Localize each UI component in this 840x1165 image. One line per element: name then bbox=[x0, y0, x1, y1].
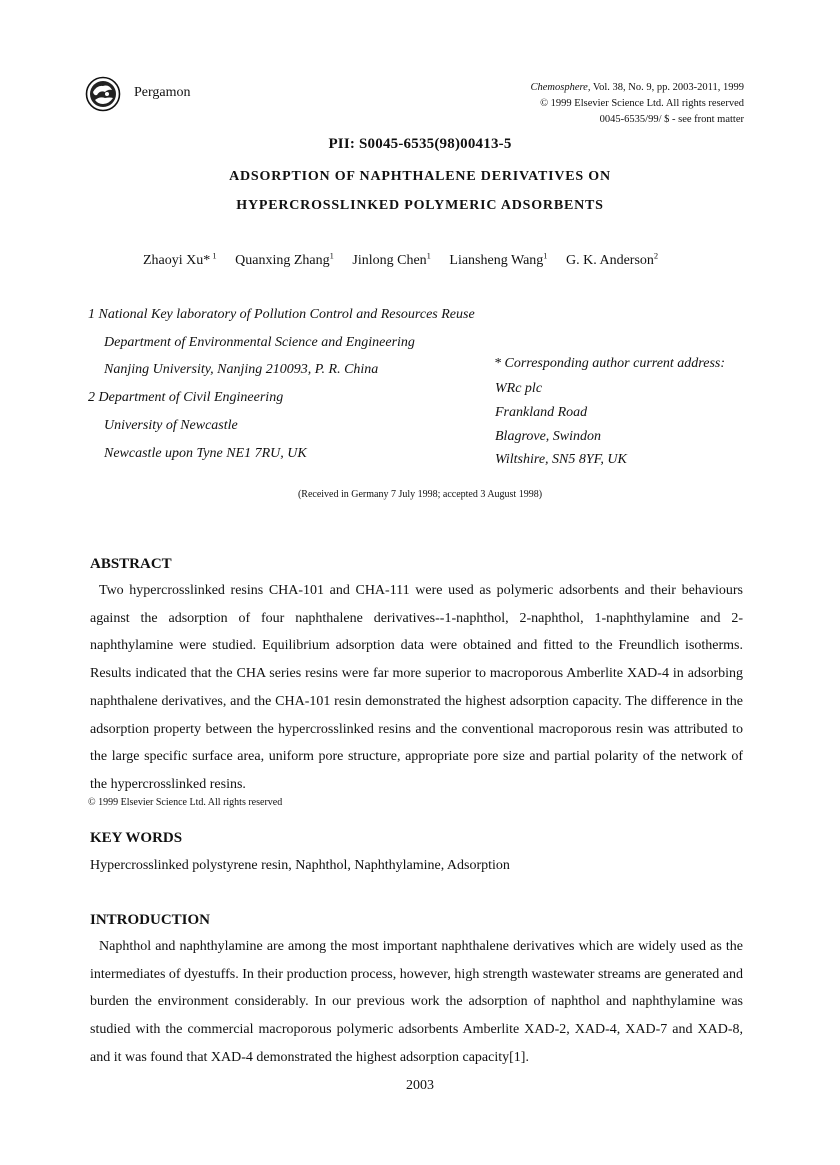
page-number: 2003 bbox=[406, 1078, 434, 1093]
author-affiliation-mark: 1 bbox=[543, 250, 548, 260]
abstract-copyright: © 1999 Elsevier Science Ltd. All rights reserved bbox=[88, 797, 283, 808]
pergamon-globe-icon bbox=[85, 76, 121, 112]
journal-citation bbox=[530, 80, 744, 96]
corresponding-address-line-5: Wiltshire, SN5 8YF, UK bbox=[495, 452, 627, 467]
journal-details: Vol. 38, No. 9, pp. 2003-2011, 1999 bbox=[592, 82, 744, 93]
affiliation-1-line-1: 1 National Key laboratory of Pollution Control and Resources Reuse bbox=[88, 307, 475, 322]
keywords-heading: KEY WORDS bbox=[90, 830, 183, 846]
introduction-body bbox=[90, 933, 743, 1072]
abstract-paragraph: Two hypercrosslinked resins CHA-101 and CHA-111 were used as polymeric adsorbents and their behaviours against the adsorption of four naphthalene derivatives--1-naphthol, 2-naphthol, 1-naphthylamine and 2-naphthylamine were studied. Equilibrium adsorption data were obtained and fitted to the Freundlich isotherms. Results indicated that the CHA series resins were far more superior to macroporous Amberlite XAD-4 in adsorbing naphthalene derivatives, and the CHA-101 resin demonstrated the highest adsorption capacity. The difference in the adsorption property between the hypercrosslinked resins and the conventional macroporous resin was attributed to the large specific surface area, uniform pore structure, appropriate pore size and partial polarity of the network of the hypercrosslinked resins. bbox=[90, 583, 743, 792]
author-name: Quanxing Zhang bbox=[235, 252, 330, 268]
pii-identifier: PII: S0045-6535(98)00413-5 bbox=[328, 136, 512, 152]
paper-title-line-1: ADSORPTION OF NAPHTHALENE DERIVATIVES ON bbox=[229, 169, 611, 184]
author-name: G. K. Anderson bbox=[566, 252, 654, 268]
abstract-body bbox=[90, 577, 743, 799]
author bbox=[352, 250, 431, 268]
received-dates: (Received in Germany 7 July 1998; accepted 3 August 1998) bbox=[297, 489, 543, 500]
author bbox=[235, 250, 334, 268]
publisher-name: Pergamon bbox=[134, 85, 191, 100]
author-name: Zhaoyi Xu* bbox=[143, 252, 211, 268]
author bbox=[566, 250, 659, 268]
corresponding-address-line-1: * Corresponding author current address: bbox=[494, 356, 725, 371]
author-list bbox=[143, 250, 673, 269]
affiliation-2-line-1: 2 Department of Civil Engineering bbox=[88, 390, 284, 405]
affiliation-2-line-2: University of Newcastle bbox=[104, 418, 238, 433]
affiliation-2-line-3: Newcastle upon Tyne NE1 7RU, UK bbox=[104, 446, 307, 461]
abstract-heading: ABSTRACT bbox=[90, 556, 172, 572]
affiliation-1-line-3: Nanjing University, Nanjing 210093, P. R. China bbox=[104, 362, 379, 377]
author bbox=[449, 250, 548, 268]
author bbox=[143, 250, 217, 268]
author-affiliation-mark: 1 bbox=[426, 250, 431, 260]
author-name: Jinlong Chen bbox=[352, 252, 427, 268]
corresponding-address-line-2: WRc plc bbox=[495, 381, 543, 396]
journal-copyright: © 1999 Elsevier Science Ltd. All rights reserved bbox=[540, 98, 744, 109]
journal-name: Chemosphere, bbox=[530, 82, 591, 93]
keywords-list: Hypercrosslinked polystyrene resin, Naphthol, Naphthylamine, Adsorption bbox=[90, 858, 510, 873]
paper-title-line-2: HYPERCROSSLINKED POLYMERIC ADSORBENTS bbox=[236, 198, 604, 213]
journal-info bbox=[530, 80, 744, 128]
introduction-paragraph: Naphthol and naphthylamine are among the most important naphthalene derivatives which are widely used as the intermediates of dyestuffs. In their production process, however, high strength wastewater streams are generated and burden the environment considerably. In our previous work the adsorption of naphthol and naphthylamine was studied with the commercial macroporous polymeric adsorbents Amberlite XAD-2, XAD-4, XAD-7 and XAD-8, and it was found that XAD-4 demonstrated the highest adsorption capacity[1]. bbox=[90, 939, 743, 1065]
affiliation-1-line-2: Department of Environmental Science and Engineering bbox=[104, 335, 415, 350]
author-affiliation-mark: 1 bbox=[329, 250, 334, 260]
introduction-heading: INTRODUCTION bbox=[90, 912, 211, 928]
corresponding-address-line-4: Blagrove, Swindon bbox=[495, 429, 602, 444]
corresponding-address-line-3: Frankland Road bbox=[495, 405, 588, 420]
journal-issn: 0045-6535/99/ $ - see front matter bbox=[599, 114, 744, 125]
author-name: Liansheng Wang bbox=[449, 252, 544, 268]
author-affiliation-mark: 1 bbox=[210, 250, 217, 260]
author-affiliation-mark: 2 bbox=[653, 250, 659, 260]
